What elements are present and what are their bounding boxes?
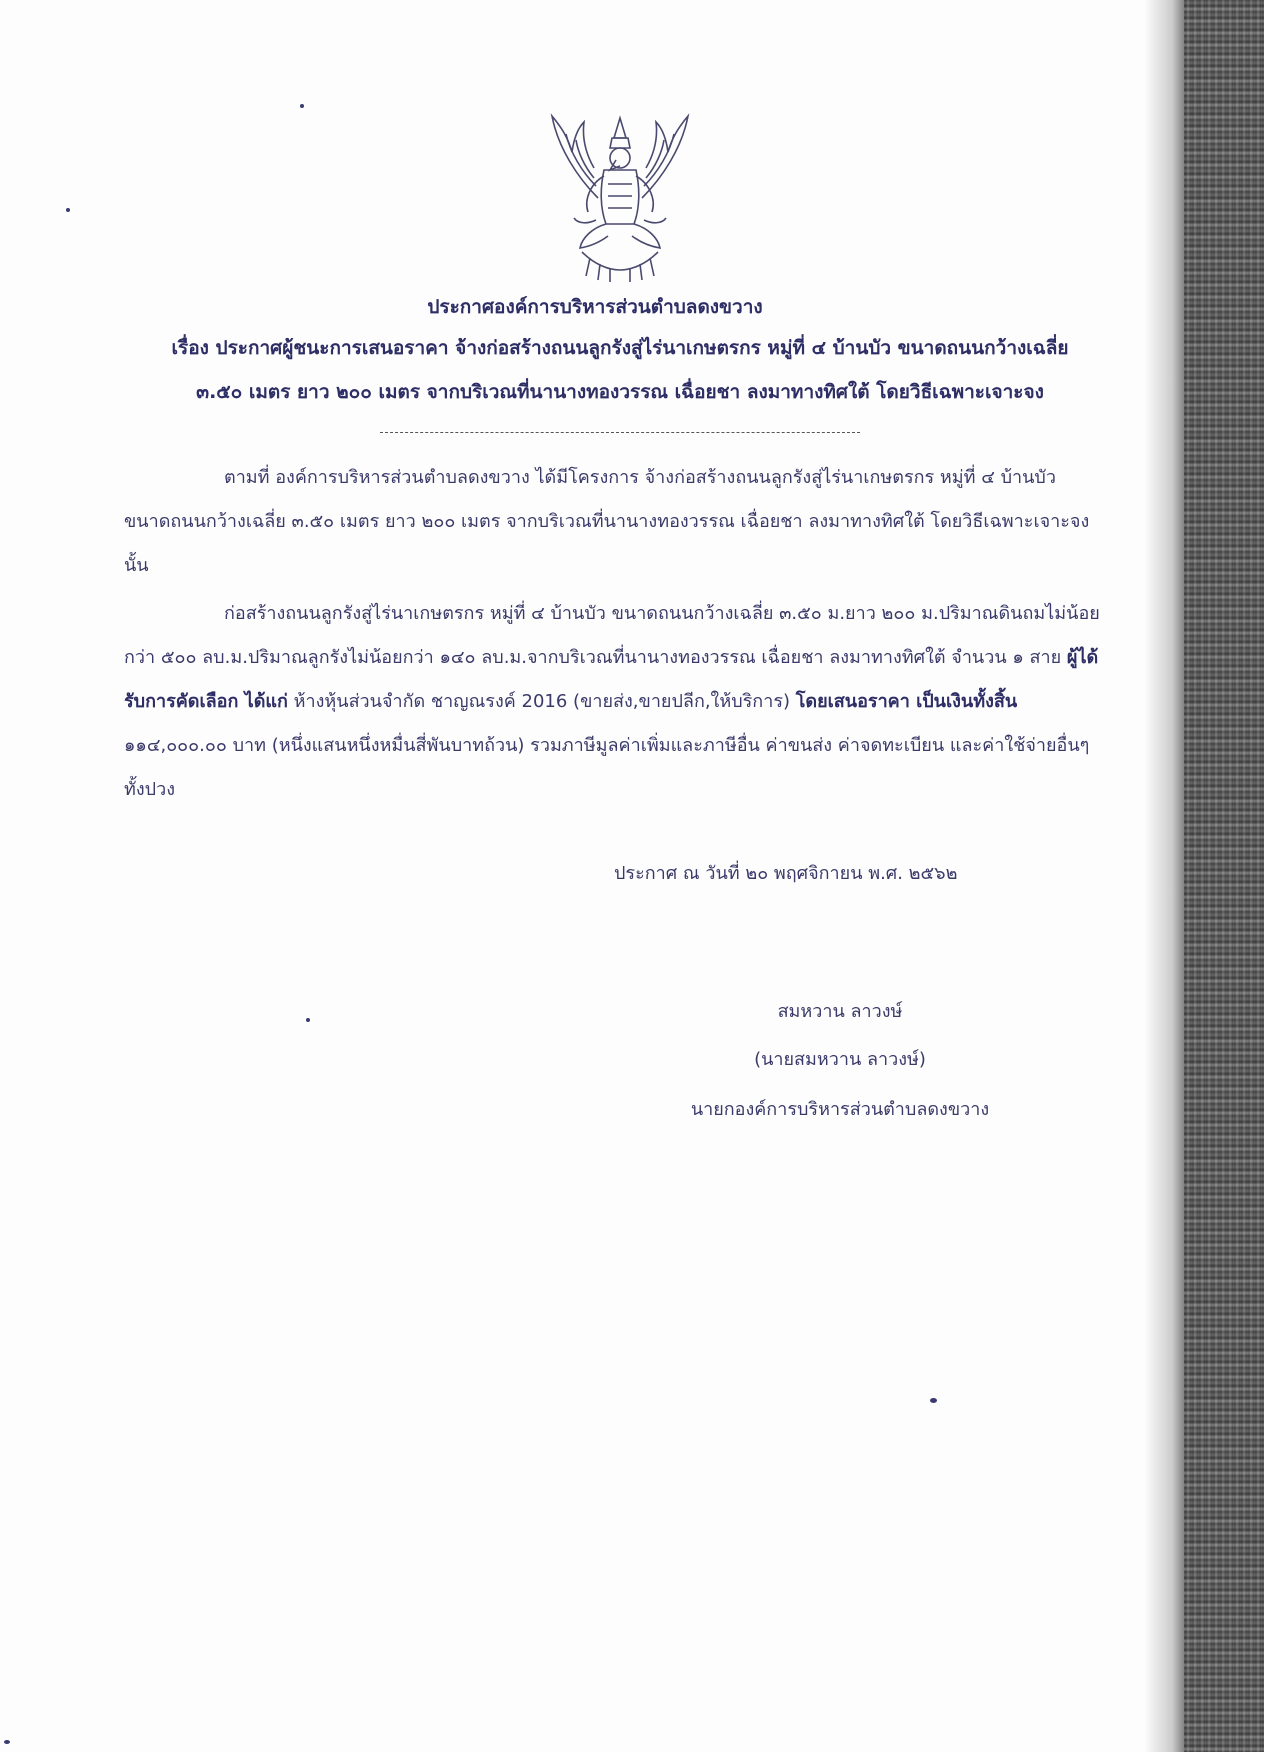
subject-line-1: เรื่อง ประกาศผู้ชนะการเสนอราคา จ้างก่อสร้างถนนลูกรังสู่ไร่นาเกษตรกร หมู่ที่ ๔ บ้านบัว ขนาดถนนกว้างเฉลี่ย [171,337,1069,359]
announcement-subject [120,326,1120,414]
signature-position: นายกองค์การบริหารส่วนตำบลดงขวาง [690,1099,990,1120]
paragraph-2-text-a: ก่อสร้างถนนลูกรังสู่ไร่นาเกษตรกร หมู่ที่ ๔ บ้านบัว ขนาดถนนกว้างเฉลี่ย ๓.๕๐ ม.ยาว ๒๐๐ ม.ปริมาณดินถมไม่น้อยกว่า ๕๐๐ ลบ.ม.ปริมาณลูกรังไม่น้อยกว่า ๑๔๐ ลบ.ม.จากบริเวณที่นานางทองวรรณ เฉื่อยชา ลงมาทางทิศใต้ จำนวน ๑ สาย [124,603,1100,668]
price-text: ๑๑๔,๐๐๐.๐๐ บาท (หนึ่งแสนหนึ่งหมื่นสี่พันบาทถ้วน) รวมภาษีมูลค่าเพิ่มและภาษีอื่น ค่าขนส่ง ค่าจดทะเบียน และค่าใช้จ่ายอื่นๆ ทั้งปวง [124,735,1090,800]
paragraph-2 [124,592,1100,812]
scan-speck [306,1018,310,1022]
scan-speck [930,1398,937,1403]
winner-name: ห้างหุ้นส่วนจำกัด ชาญณรงค์ 2016 (ขายส่ง,ขายปลีก,ให้บริการ) [293,691,791,712]
scan-speck [4,1740,10,1744]
paragraph-1 [124,456,1100,588]
paragraph-2-text-b: ผู้ได้รับการคัดเลือก ได้แก่ [124,647,1099,712]
scanner-edge-shadow [1184,0,1264,1752]
garuda-emblem-icon [538,108,702,284]
signature-printed-name: (นายสมหวาน ลาวงษ์) [754,1049,926,1070]
announcement-date: ประกาศ ณ วันที่ ๒๐ พฤศจิกายน พ.ศ. ๒๕๖๒ [614,863,958,884]
subject-line-2: ๓.๕๐ เมตร ยาว ๒๐๐ เมตร จากบริเวณที่นานางทองวรรณ เฉื่อยชา ลงมาทางทิศใต้ โดยวิธีเฉพาะเจาะจง [196,381,1044,403]
paragraph-2-text-d: โดยเสนอราคา เป็นเงินทั้งสิ้น [795,691,1018,712]
paragraph-1-text: ตามที่ องค์การบริหารส่วนตำบลดงขวาง ได้มีโครงการ จ้างก่อสร้างถนนลูกรังสู่ไร่นาเกษตรกร หมู่ที่ ๔ บ้านบัว ขนาดถนนกว้างเฉลี่ย ๓.๕๐ เมตร ยาว ๒๐๐ เมตร จากบริเวณที่นานางทองวรรณ เฉื่อยชา ลงมาทางทิศใต้ โดยวิธีเฉพาะเจาะจง นั้น [124,467,1090,576]
scan-speck [300,104,304,108]
dashed-divider [380,432,860,433]
signature-name: สมหวาน ลาวงษ์ [777,1001,903,1022]
announcement-title: ประกาศองค์การบริหารส่วนตำบลดงขวาง [427,296,763,318]
scan-speck [66,208,70,212]
